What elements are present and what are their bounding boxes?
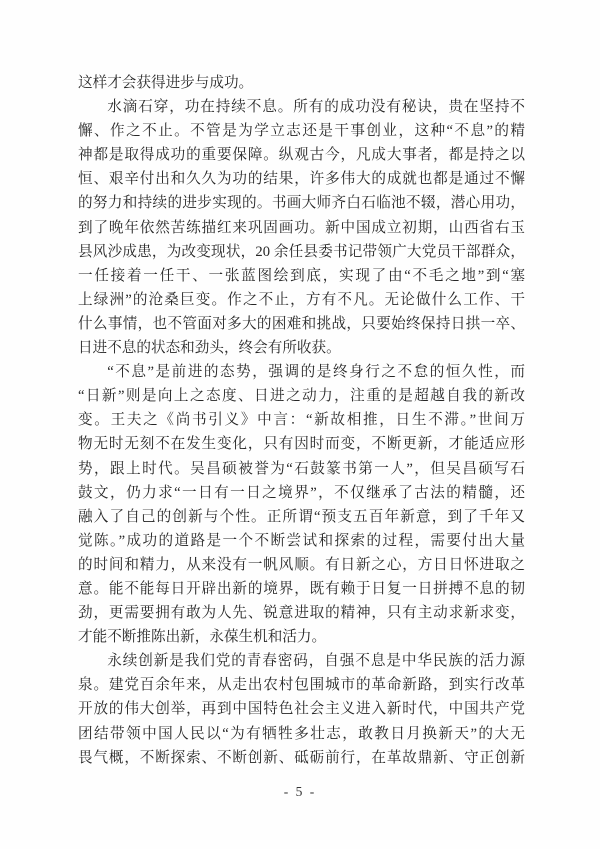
text-line: 永续创新是我们党的青春密码，自强不息是中华民族的活力源 — [107, 653, 525, 670]
text-line: 势，跟上时代。吴昌硕被誉为“石鼓篆书第一人”，但吴昌硕写石 — [78, 460, 525, 477]
text-line: “日新”则是向上之态度、日进之动力，注重的是超越自我的新改 — [78, 388, 525, 405]
text-line: 觉陈。”成功的道路是一个不断尝试和探索的过程，需要付出大量 — [78, 532, 525, 549]
text-line: 意。能不能每日开辟出新的境界，既有赖于日复一日拼搏不息的韧 — [78, 580, 525, 597]
text-line: 物无时无刻不在发生变化，只有因时而变，不断更新，才能适应形 — [78, 436, 525, 453]
text-line: 泉。建党百余年来，从走出农村包围城市的革命新路，到实行改革 — [78, 677, 525, 694]
text-line: 鼓文，仍力求“一日有一日之境界”，不仅继承了古法的精髓，还 — [78, 484, 525, 501]
text-line: 上绿洲”的沧桑巨变。作之不止，方有不凡。无论做什么工作、干 — [78, 291, 525, 308]
text-line: 开放的伟大创举，再到中国特色社会主义进入新时代，中国共产党 — [78, 701, 525, 718]
text-line: 神都是取得成功的重要保障。纵观古今，凡成大事者，都是持之以 — [78, 147, 525, 164]
text-line: 水滴石穿，功在持续不息。所有的成功没有秘诀，贵在坚持不 — [107, 99, 525, 116]
text-line: 的努力和持续的进步实现的。书画大师齐白石临池不辍，潜心用功， — [78, 195, 525, 212]
text-line: 变。王夫之《尚书引义》中言：“新故相推，日生不滞。”世间万 — [78, 412, 525, 429]
text-line: 才能不断推陈出新，永葆生机和活力。 — [78, 629, 327, 646]
text-line: 什么事情，也不管面对多大的困难和挑战，只要始终保持日拱一卒、 — [78, 315, 525, 332]
text-line: 到了晚年依然苦练描红来巩固画功。新中国成立初期，山西省右玉 — [78, 219, 525, 236]
text-line: 团结带领中国人民以“为有牺牲多壮志，敢教日月换新天”的大无 — [78, 725, 525, 742]
body-text — [78, 71, 525, 770]
text-line: 县风沙成患，为改变现状，20 余任县委书记带领广大党员干部群众， — [78, 243, 525, 260]
text-line: 这样才会获得进步与成功。 — [78, 75, 254, 91]
text-line: 劲，更需要拥有敢为人先、锐意进取的精神，只有主动求新求变， — [78, 605, 525, 622]
text-line: 一任接着一任干、一张蓝图绘到底，实现了由“不毛之地”到“塞 — [78, 267, 525, 284]
text-line: 日进不息的状态和劲头，终会有所收获。 — [78, 340, 341, 357]
text-line: 的时间和精力，从来没有一帆风顺。有日新之心，方日日怀进取之 — [78, 556, 525, 573]
text-line: “不息”是前进的态势，强调的是终身行之不怠的恒久性，而 — [107, 364, 525, 381]
text-line: 融入了自己的创新与个性。正所谓“预支五百年新意，到了千年又 — [78, 508, 525, 525]
page-number: - 5 - — [283, 784, 317, 799]
text-line: 懈、作之不止。不管是为学立志还是干事创业，这种“不息”的精 — [78, 123, 525, 140]
text-line: 恒、艰辛付出和久久为功的结果，许多伟大的成就也都是通过不懈 — [78, 171, 525, 188]
text-line: 畏气概，不断探索、不断创新、砥砺前行，在革故鼎新、守正创新 — [78, 749, 525, 766]
